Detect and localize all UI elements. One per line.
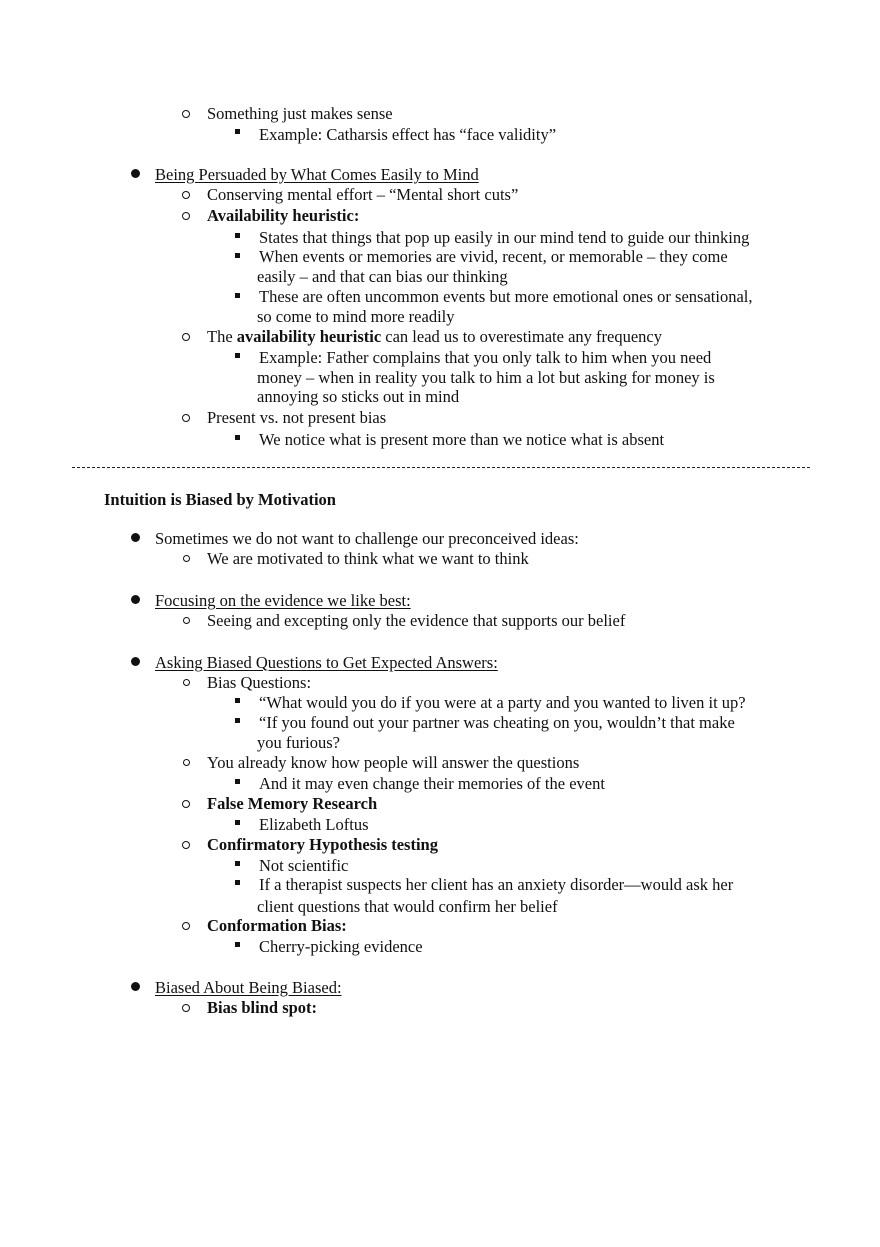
list-item-continuation: so come to mind more readily <box>257 307 455 326</box>
list-item: Something just makes sense <box>207 104 393 123</box>
hollow-bullet-icon <box>182 414 190 422</box>
filled-bullet-icon <box>131 982 140 991</box>
section-heading: Asking Biased Questions to Get Expected Answers: <box>155 653 498 672</box>
square-bullet-icon <box>235 942 240 947</box>
list-item: Confirmatory Hypothesis testing <box>207 835 438 854</box>
list-item: Bias blind spot: <box>207 998 318 1017</box>
square-bullet-icon <box>235 779 240 784</box>
square-bullet-icon <box>235 435 240 440</box>
square-bullet-icon <box>235 233 240 238</box>
list-item: Seeing and excepting only the evidence that supports our belief <box>207 611 626 630</box>
list-item: We are motivated to think what we want to think <box>207 549 529 568</box>
square-bullet-icon <box>235 698 240 703</box>
list-item: When events or memories are vivid, recent, or memorable – they come <box>259 247 728 266</box>
list-item-continuation: easily – and that can bias our thinking <box>257 267 508 286</box>
bold-term: availability heuristic <box>236 327 382 346</box>
square-bullet-icon <box>235 253 240 258</box>
square-bullet-icon <box>235 880 240 885</box>
list-item: False Memory Research <box>207 794 378 813</box>
list-item: We notice what is present more than we notice what is absent <box>259 430 665 449</box>
hollow-bullet-icon <box>182 191 190 199</box>
hollow-bullet-icon <box>182 1004 190 1012</box>
list-item: Availability heuristic: <box>207 206 360 225</box>
filled-bullet-icon <box>131 657 140 666</box>
section-title: Intuition is Biased by Motivation <box>104 490 336 509</box>
hollow-bullet-icon <box>182 110 190 118</box>
square-bullet-icon <box>235 353 240 358</box>
filled-bullet-icon <box>131 169 140 178</box>
hollow-bullet-icon <box>182 333 190 341</box>
hollow-bullet-icon <box>183 617 190 624</box>
hollow-bullet-icon <box>183 759 190 766</box>
list-item-continuation: annoying so sticks out in mind <box>257 387 460 406</box>
list-item: Bias Questions: <box>207 673 312 692</box>
square-bullet-icon <box>235 820 240 825</box>
list-item-continuation: money – when in reality you talk to him a lot but asking for money is <box>257 368 715 387</box>
list-item: Cherry-picking evidence <box>259 937 423 956</box>
list-item: “What would you do if you were at a party and you wanted to liven it up? <box>259 693 746 712</box>
section-heading: Being Persuaded by What Comes Easily to Mind <box>155 165 479 184</box>
list-item: Conformation Bias: <box>207 916 347 935</box>
square-bullet-icon <box>235 861 240 866</box>
list-item: Sometimes we do not want to challenge our preconceived ideas: <box>155 529 579 548</box>
hollow-bullet-icon <box>183 679 190 686</box>
square-bullet-icon <box>235 718 240 723</box>
list-item: You already know how people will answer the questions <box>207 753 580 772</box>
list-item: Conserving mental effort – “Mental short cuts” <box>207 185 519 204</box>
list-item-continuation: client questions that would confirm her belief <box>257 897 558 916</box>
list-item: States that things that pop up easily in our mind tend to guide our thinking <box>259 228 750 247</box>
list-item: These are often uncommon events but more emotional ones or sensational, <box>259 287 753 306</box>
square-bullet-icon <box>235 129 240 134</box>
filled-bullet-icon <box>131 595 140 604</box>
list-item <box>207 327 662 347</box>
square-bullet-icon <box>235 293 240 298</box>
list-item: Example: Catharsis effect has “face validity” <box>259 125 557 144</box>
list-item: And it may even change their memories of the event <box>259 774 605 793</box>
text-run: can lead us to overestimate any frequency <box>381 327 662 346</box>
text-run: The <box>207 327 237 346</box>
dashed-divider <box>72 467 810 468</box>
list-item: Elizabeth Loftus <box>259 815 369 834</box>
list-item: Example: Father complains that you only talk to him when you need <box>259 348 712 367</box>
hollow-bullet-icon <box>182 841 190 849</box>
list-item-continuation: you furious? <box>257 733 340 752</box>
section-heading: Biased About Being Biased: <box>155 978 342 997</box>
hollow-bullet-icon <box>182 212 190 220</box>
list-item: Not scientific <box>259 856 349 875</box>
hollow-bullet-icon <box>182 800 190 808</box>
list-item: If a therapist suspects her client has an anxiety disorder—would ask her <box>259 875 734 894</box>
hollow-bullet-icon <box>182 922 190 930</box>
list-item: “If you found out your partner was cheating on you, wouldn’t that make <box>259 713 735 732</box>
list-item: Present vs. not present bias <box>207 408 387 427</box>
filled-bullet-icon <box>131 533 140 542</box>
section-heading: Focusing on the evidence we like best: <box>155 591 411 610</box>
hollow-bullet-icon <box>183 555 190 562</box>
